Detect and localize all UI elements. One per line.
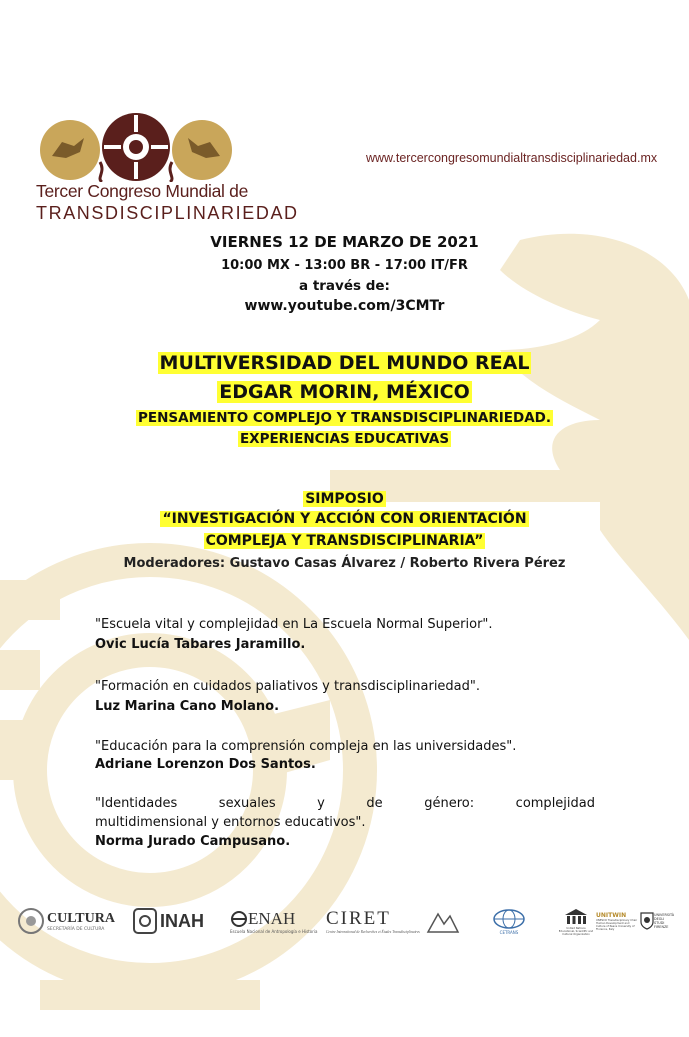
cetrans-logo: [484, 896, 534, 946]
event-times: 10:00 MX - 13:00 BR - 17:00 IT/FR: [221, 258, 468, 273]
ciret-subtext: Centre International de Recherches et Études Transdisciplinaires: [326, 930, 420, 934]
talk-title: "Escuela vital y complejidad en La Escuela Normal Superior".: [95, 617, 493, 632]
enah-subtext: Escuela Nacional de Antropología e Historia: [230, 928, 318, 934]
firenze-crest-icon: [640, 912, 654, 930]
moderators: Moderadores: Gustavo Casas Álvarez / Roberto Rivera Pérez: [123, 556, 566, 571]
event-via: a través de:: [299, 278, 390, 294]
unesco-logo: [558, 896, 594, 946]
unesco-subtext: United Nations Educational, Scientific and Cultural Organization: [558, 926, 594, 936]
talk-author: Luz Marina Cano Molano.: [95, 699, 280, 714]
talk-title: "Formación en cuidados paliativos y transdisciplinariedad".: [95, 679, 481, 694]
website-link[interactable]: www.tercercongresomundialtransdisciplinariedad.mx: [366, 151, 658, 165]
title-line4: [0, 431, 689, 447]
unesco-chair-text: UNESCO Transdisciplinary Chair Human Development and Culture of Peace University of Florence, Italy: [596, 918, 638, 931]
talk-title: "Educación para la comprensión compleja en las universidades".: [95, 739, 517, 754]
symposium-label-text: SIMPOSIO: [305, 491, 384, 507]
cetrans-text: CETRANS: [499, 929, 519, 935]
inah-glyph-icon: [132, 907, 158, 935]
enah-glyph-icon: [230, 909, 248, 929]
talk-author: Ovic Lucía Tabares Jaramillo.: [95, 637, 306, 652]
cultura-text: CULTURA: [47, 910, 115, 926]
sponsor-logos: [18, 896, 673, 946]
talk-author: Adriane Lorenzon Dos Santos.: [95, 757, 316, 772]
enah-logo: [230, 896, 322, 946]
cultura-logo: [18, 896, 130, 946]
title-line3-text: PENSAMIENTO COMPLEJO Y TRANSDISCIPLINARIEDAD.: [137, 410, 551, 426]
mexico-seal-icon: [18, 906, 44, 936]
youtube-link[interactable]: www.youtube.com/3CMTr: [244, 298, 445, 314]
title-line3: [0, 410, 689, 426]
title-line2-text: EDGAR MORIN, MÉXICO: [219, 381, 470, 403]
symposium-title-line1: [0, 511, 689, 527]
cultura-subtext: SECRETARÍA DE CULTURA: [47, 926, 105, 932]
ciret-glyph-logo: [426, 896, 462, 946]
title-line4-text: EXPERIENCIAS EDUCATIVAS: [239, 431, 450, 447]
title-line2: [0, 381, 689, 403]
unitwin-text: UNITWIN: [596, 911, 627, 919]
event-date: VIERNES 12 DE MARZO DE 2021: [210, 233, 479, 251]
cetrans-globe-icon: [492, 908, 526, 930]
firenze-logo: [640, 896, 673, 946]
unesco-temple-icon: [563, 907, 589, 927]
ciret-mountain-icon: [426, 906, 460, 936]
talk-author: Norma Jurado Campusano.: [95, 834, 291, 849]
title-line1: [0, 352, 689, 374]
inah-logo: [132, 896, 222, 946]
inah-text: INAH: [160, 910, 204, 931]
unitwin-logo: [596, 896, 638, 946]
congress-emblem-icon: [36, 112, 236, 182]
title-line1-text: MULTIVERSIDAD DEL MUNDO REAL: [159, 352, 530, 374]
symposium-label: [0, 491, 689, 507]
enah-text: ENAH: [248, 908, 296, 928]
symposium-title-line1-text: “INVESTIGACIÓN Y ACCIÓN CON ORIENTACIÓN: [162, 511, 527, 527]
ciret-text: CIRET: [326, 908, 391, 929]
logo-title-line2: TRANSDISCIPLINARIEDAD: [36, 203, 299, 223]
ciret-logo: [326, 896, 420, 946]
logo-title-line1: Tercer Congreso Mundial de: [36, 181, 249, 201]
firenze-text: UNIVERSITÀ DEGLI STUDI FIRENZE: [654, 913, 675, 929]
talk-title-line2: multidimensional y entornos educativos".: [95, 815, 366, 830]
talk-title-line1: "Identidades sexuales y de género: complejidad: [95, 796, 595, 811]
symposium-title-line2-text: COMPLEJA Y TRANSDISCIPLINARIA”: [205, 533, 484, 549]
symposium-title-line2: [0, 533, 689, 549]
